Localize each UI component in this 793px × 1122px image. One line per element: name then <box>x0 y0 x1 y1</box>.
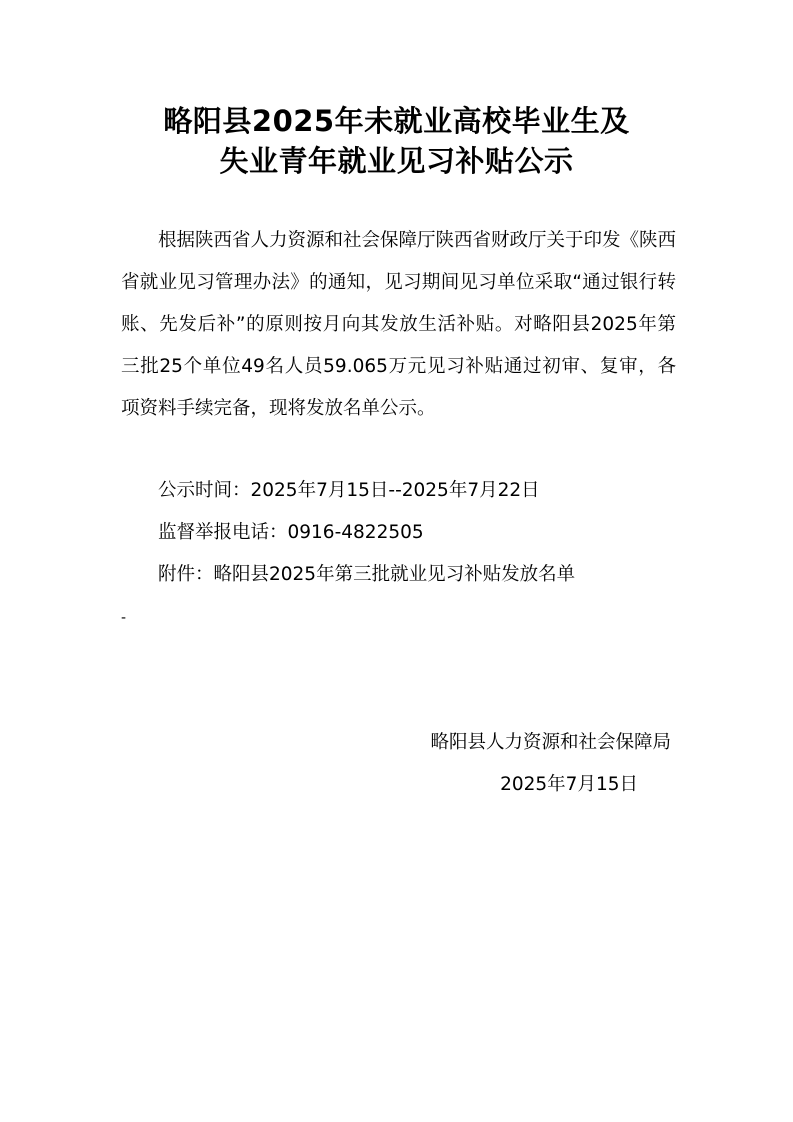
attachment-note: 附件：略阳县2025年第三批就业见习补贴发放名单 <box>158 564 576 585</box>
issuer-signature: 略阳县人力资源和社会保障局 <box>430 732 671 753</box>
issue-date: 2025年7月15日 <box>500 774 638 795</box>
document-title-line-1: 略阳县2025年未就业高校毕业生及 <box>163 104 630 138</box>
notice-period: 公示时间：2025年7月15日--2025年7月22日 <box>158 480 540 501</box>
body-paragraph: 根据陕西省人力资源和社会保障厅陕西省财政厅关于印发《陕西省就业见习管理办法》的通知，见习期间见习单位采取“通过银行转账、先发后补”的原则按月向其发放生活补贴。对略阳县2025年第三批25个单位49名人员59.065万元见习补贴通过初审、复审，各项资料手续完备，现将发放名单公示。 <box>121 230 677 419</box>
dash-mark: - <box>121 610 127 626</box>
document-title-line-2: 失业青年就业见习补贴公示 <box>219 144 574 178</box>
report-phone: 监督举报电话：0916-4822505 <box>158 522 424 543</box>
